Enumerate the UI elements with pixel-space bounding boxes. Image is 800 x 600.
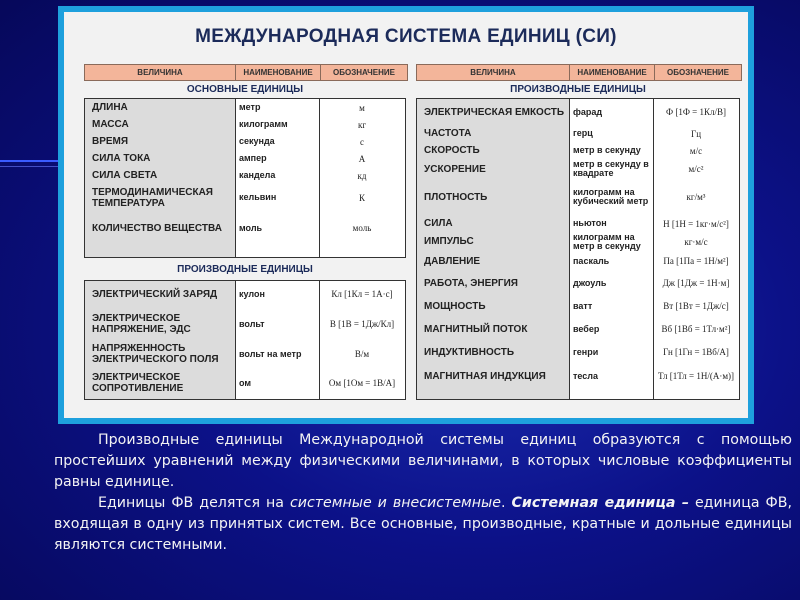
table-row: [85, 167, 405, 184]
unit-symbol-cell: Н [1Н = 1кг·м/с²]: [663, 218, 729, 229]
table-row: [417, 99, 739, 125]
table-row: [85, 307, 405, 341]
quantity-cell: МАГНИТНАЯ ИНДУКЦИЯ: [424, 370, 546, 382]
unit-name-cell: кандела: [239, 170, 276, 180]
table-row: [85, 281, 405, 307]
table-row: [417, 125, 739, 142]
header-quantity: ВЕЛИЧИНА: [417, 65, 570, 80]
quantity-cell: РАБОТА, ЭНЕРГИЯ: [424, 277, 518, 289]
unit-name-cell: килограмм на метр в секунду: [573, 232, 641, 251]
unit-symbol-cell: м: [359, 102, 365, 113]
description-text: [54, 430, 792, 556]
unit-symbol-cell: м/с²: [688, 164, 704, 174]
table-row: [417, 215, 739, 232]
table-row: [417, 159, 739, 179]
unit-symbol-cell: К: [358, 192, 365, 203]
unit-symbol-cell: кг·м/с: [684, 236, 708, 247]
table-row: [417, 317, 739, 341]
poster-body: [64, 12, 748, 418]
unit-name-cell: ом: [239, 377, 252, 388]
unit-name-cell: килограмм на кубический метр: [573, 187, 649, 206]
unit-name-cell: ампер: [239, 153, 267, 163]
unit-name-cell: генри: [573, 346, 599, 357]
unit-name-cell: моль: [239, 222, 263, 233]
paragraph-unit-classes: [54, 493, 792, 556]
unit-symbol-cell: В/м: [354, 349, 370, 359]
quantity-cell: СИЛА СВЕТА: [92, 170, 158, 181]
header-quantity: ВЕЛИЧИНА: [85, 65, 236, 80]
unit-symbol-cell: с: [360, 136, 364, 147]
header-symbol: ОБОЗНАЧЕНИЕ: [667, 68, 729, 77]
quantity-cell: СИЛА ТОКА: [92, 153, 151, 164]
table-row: [85, 116, 405, 133]
unit-symbol-cell: м/с: [689, 145, 703, 156]
right-table-header: [416, 64, 742, 81]
unit-symbol-cell: кг/м³: [686, 192, 706, 202]
text-term: Системная единица –: [511, 495, 689, 511]
unit-name-cell: джоуль: [573, 277, 607, 288]
quantity-cell: СИЛА: [424, 218, 453, 229]
unit-name-cell: ватт: [573, 300, 593, 311]
si-poster: [58, 6, 754, 424]
left-table-header: [84, 64, 408, 81]
table-row: [417, 363, 739, 389]
quantity-cell: ДАВЛЕНИЕ: [424, 255, 481, 267]
text-segment: единица ФВ, входящая в одну из принятых систем. Все основные, производные, кратные и дольные единицы являются системными.: [54, 495, 792, 553]
quantity-cell: ТЕРМОДИНАМИЧЕСКАЯ ТЕМПЕРАТУРА: [92, 186, 213, 209]
unit-symbol-cell: Дж [1Дж = 1Н·м]: [662, 278, 730, 288]
header-name: НАИМЕНОВАНИЕ: [570, 65, 655, 80]
table-row: [85, 341, 405, 367]
table-row: [85, 184, 405, 211]
table-row: [417, 341, 739, 363]
quantity-cell: МОЩНОСТЬ: [424, 300, 486, 312]
quantity-cell: НАПРЯЖЕННОСТЬ ЭЛЕКТРИЧЕСКОГО ПОЛЯ: [92, 343, 219, 365]
quantity-cell: ЭЛЕКТРИЧЕСКИЙ ЗАРЯД: [92, 288, 218, 300]
quantity-cell: МАГНИТНЫЙ ПОТОК: [424, 323, 528, 335]
unit-symbol-cell: Тл [1Тл = 1Н/(А·м)]: [657, 371, 735, 381]
header-symbol: ОБОЗНАЧЕНИЕ: [333, 68, 395, 77]
table-row: [417, 179, 739, 215]
quantity-cell: ЭЛЕКТРИЧЕСКОЕ НАПРЯЖЕНИЕ, ЭДС: [92, 313, 191, 335]
base-units-title: ОСНОВНЫЕ ЕДИНИЦЫ: [186, 84, 304, 95]
table-row: [85, 133, 405, 150]
table-row: [85, 211, 405, 245]
quantity-cell: КОЛИЧЕСТВО ВЕЩЕСТВА: [92, 222, 222, 234]
unit-name-cell: метр в секунду в квадрате: [573, 159, 649, 178]
poster-title: МЕЖДУНАРОДНАЯ СИСТЕМА ЕДИНИЦ (СИ): [195, 26, 617, 47]
unit-name-cell: кулон: [239, 288, 265, 299]
unit-name-cell: вольт на метр: [239, 348, 302, 359]
unit-name-cell: паскаль: [573, 255, 610, 266]
unit-name-cell: вольт: [239, 318, 265, 329]
unit-symbol-cell: кд: [357, 170, 367, 181]
quantity-cell: ИМПУЛЬС: [424, 236, 474, 247]
unit-name-cell: метр: [239, 102, 261, 112]
unit-name-cell: кельвин: [239, 192, 277, 202]
unit-name-cell: метр в секунду: [573, 145, 641, 155]
table-row: [417, 295, 739, 317]
quantity-cell: ВРЕМЯ: [92, 136, 129, 147]
unit-name-cell: тесла: [573, 370, 599, 381]
unit-symbol-cell: В [1В = 1Дж/Кл]: [329, 319, 395, 329]
quantity-cell: СКОРОСТЬ: [424, 145, 480, 156]
unit-name-cell: герц: [573, 128, 593, 138]
unit-name-cell: секунда: [239, 136, 275, 146]
unit-name-cell: килограмм: [239, 119, 288, 129]
header-name: НАИМЕНОВАНИЕ: [236, 65, 321, 80]
quantity-cell: ПЛОТНОСТЬ: [424, 191, 488, 203]
unit-symbol-cell: Кл [1Кл = 1А·с]: [331, 289, 393, 299]
right-derived-title: ПРОИЗВОДНЫЕ ЕДИНИЦЫ: [510, 84, 646, 95]
derived-units-left-table: [84, 280, 406, 400]
unit-symbol-cell: А: [358, 153, 366, 164]
text-segment: .: [500, 495, 512, 511]
derived-units-right-table: [416, 98, 740, 400]
unit-symbol-cell: Вт [1Вт = 1Дж/с]: [663, 301, 729, 311]
quantity-cell: ИНДУКТИВНОСТЬ: [424, 346, 515, 358]
table-row: [85, 99, 405, 116]
table-row: [417, 142, 739, 159]
table-row: [85, 150, 405, 167]
quantity-cell: МАССА: [92, 119, 129, 130]
quantity-cell: УСКОРЕНИЕ: [424, 163, 486, 175]
unit-symbol-cell: Вб [1Вб = 1Тл·м²]: [661, 324, 731, 334]
base-units-table: [84, 98, 406, 258]
unit-symbol-cell: Гц: [690, 128, 702, 139]
unit-name-cell: фарад: [573, 106, 603, 117]
unit-symbol-cell: Гн [1Гн = 1Вб/А]: [663, 347, 729, 357]
paragraph-derived-units: Производные единицы Международной системы единиц образуются с помощью простейших уравнений между физическими величинами, в которых числовые коэффициенты равны единице.: [54, 432, 792, 490]
unit-name-cell: ньютон: [573, 218, 607, 228]
left-derived-title: ПРОИЗВОДНЫЕ ЕДИНИЦЫ: [177, 264, 313, 275]
quantity-cell: ЭЛЕКТРИЧЕСКАЯ ЕМКОСТЬ: [424, 106, 565, 118]
table-row: [417, 232, 739, 251]
text-segment: Единицы ФВ делятся на: [98, 495, 290, 511]
table-row: [417, 251, 739, 271]
table-row: [417, 271, 739, 295]
quantity-cell: ЭЛЕКТРИЧЕСКОЕ СОПРОТИВЛЕНИЕ: [92, 372, 184, 394]
unit-name-cell: вебер: [573, 323, 600, 334]
quantity-cell: ДЛИНА: [92, 102, 128, 113]
table-row: [85, 367, 405, 399]
unit-symbol-cell: Ом [1Ом = 1В/А]: [328, 378, 396, 388]
unit-symbol-cell: Па [1Па = 1Н/м²]: [663, 256, 729, 266]
text-emphasis: системные и внесистемные: [289, 495, 501, 511]
unit-symbol-cell: кг: [357, 119, 367, 130]
unit-symbol-cell: моль: [352, 223, 372, 233]
unit-symbol-cell: Ф [1Ф = 1Кл/В]: [665, 107, 727, 117]
quantity-cell: ЧАСТОТА: [424, 128, 472, 139]
